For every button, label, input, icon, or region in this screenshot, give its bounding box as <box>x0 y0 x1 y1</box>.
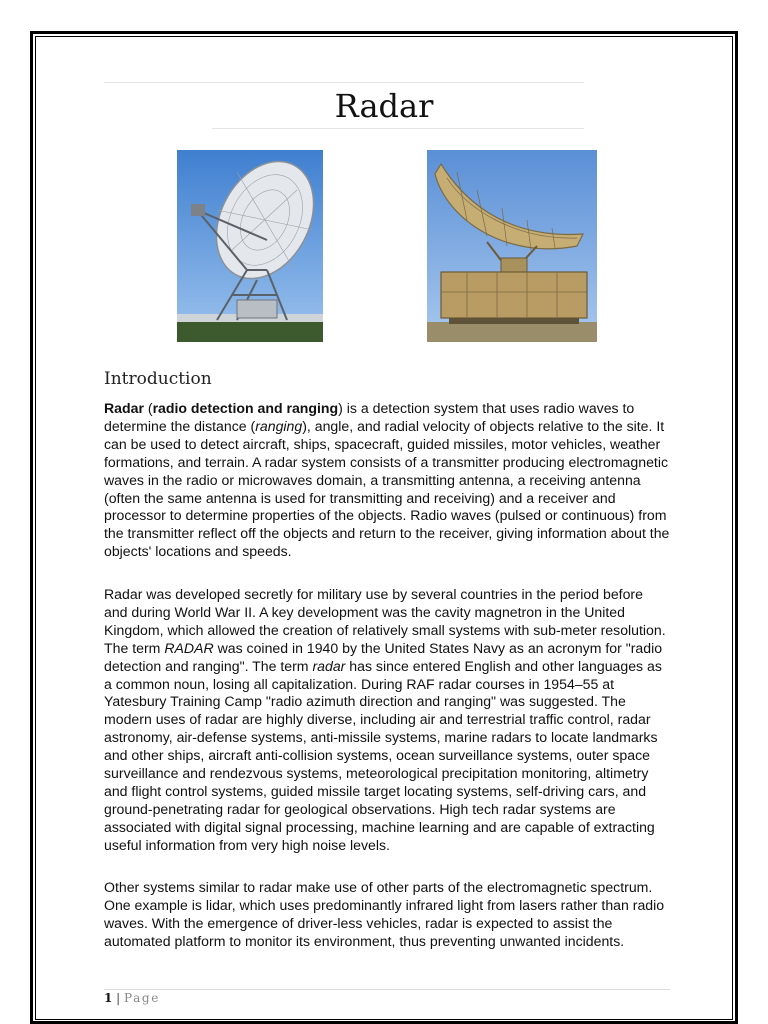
italic-term-ranging: ranging <box>255 417 303 434</box>
radar-dish-photo <box>177 150 323 342</box>
page-footer <box>104 991 160 1005</box>
title-rule-top <box>104 82 584 83</box>
radar-dish-illustration <box>177 150 323 342</box>
section-heading-introduction: Introduction <box>104 369 212 389</box>
paragraph-intro: Radar (radio detection and ranging) is a detection system that uses radio waves to determine the distance (ranging), angle, and radial velocity of objects relative to the site. It can be used to detect aircraft, ships, spacecraft, guided missiles, motor vehicles, weather formations, and terrain. A radar system consists of a transmitter producing electromagnetic waves in the radio or microwaves domain, a transmitting antenna, a receiving antenna (often the same antenna is used for transmitting and receiving) and a receiver and processor to determine properties of the objects. Radio waves (pulsed or continuous) from the transmitter reflect off the objects and return to the receiver, giving information about the objects' locations and speeds. <box>104 400 670 560</box>
mobile-radar-photo <box>427 150 597 342</box>
italic-term-RADAR: RADAR <box>164 639 214 656</box>
bold-term-radar: Radar <box>104 400 144 416</box>
page-number: 1 <box>104 991 113 1005</box>
footer-separator: | <box>112 991 125 1005</box>
title-rule-bottom <box>212 128 584 129</box>
footer-rule <box>104 989 670 990</box>
paragraph-history: Radar was developed secretly for military use by several countries in the period before and during World War II. A key development was the cavity magnetron in the United Kingdom, which allowed the creation of relatively small systems with sub-meter resolution. The term RADAR was coined in 1940 by the United States Navy as an acronym for "radio detection and ranging". The term radar has since entered English and other languages as a common noun, losing all capitalization. During RAF radar courses in 1954–55 at Yatesbury Training Camp "radio azimuth direction and ranging" was suggested. The modern uses of radar are highly diverse, including air and terrestrial traffic control, radar astronomy, air-defense systems, anti-missile systems, marine radars to locate landmarks and other ships, aircraft anti-collision systems, ocean surveillance systems, outer space surveillance and rendezvous systems, meteorological precipitation monitoring, altimetry and flight control systems, guided missile target locating systems, self-driving cars, and ground-penetrating radar for geological observations. High tech radar systems are associated with digital signal processing, machine learning and are capable of extracting useful information from very high noise levels. <box>104 586 666 853</box>
page-label: Page <box>124 991 160 1005</box>
mobile-radar-illustration <box>427 150 597 342</box>
italic-term-radar: radar <box>312 657 346 674</box>
bold-term-radio-detection: radio detection and ranging <box>152 400 339 416</box>
paragraph-other-systems: Other systems similar to radar make use of other parts of the electromagnetic spectrum. One example is lidar, which uses predominantly infrared light from lasers rather than radio waves. With the emergence of driver-less vehicles, radar is expected to assist the automated platform to monitor its environment, thus preventing unwanted incidents. <box>104 879 665 949</box>
document-title: Radar <box>334 87 434 125</box>
